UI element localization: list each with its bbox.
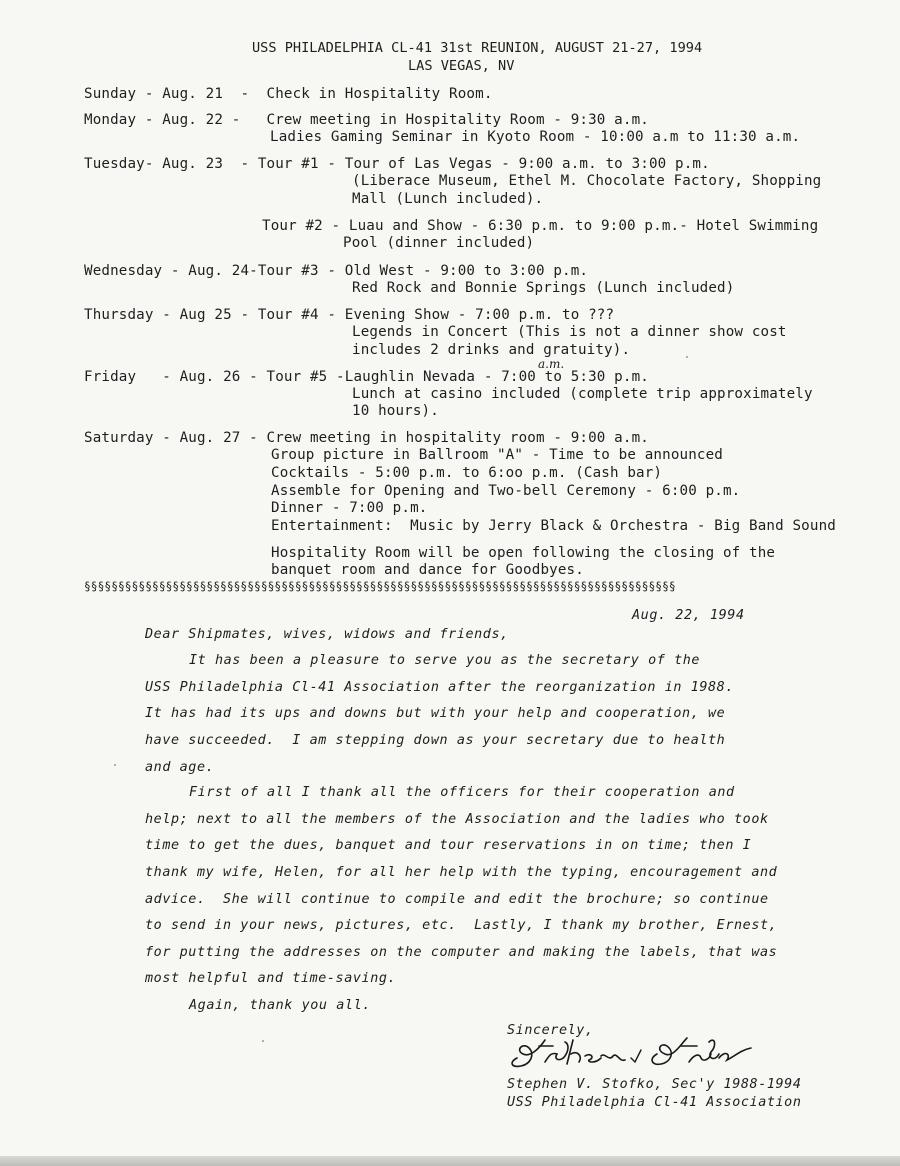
paper-speck	[262, 1040, 264, 1042]
letter-closing: Sincerely,	[507, 1023, 594, 1038]
schedule-saturday-line-7: Hospitality Room will be open following the closing of the	[271, 545, 776, 561]
letter-p1-line-3: It has had its ups and downs but with your help and cooperation, we	[145, 706, 726, 721]
letter-p2-line-8: most helpful and time-saving.	[145, 971, 397, 986]
signer-name-title: Stephen V. Stofko, Sec'y 1988-1994	[507, 1077, 802, 1092]
schedule-friday-line-3: 10 hours).	[352, 403, 439, 419]
schedule-tuesday-line-1: Tuesday- Aug. 23 - Tour #1 - Tour of Las Vegas - 9:00 a.m. to 3:00 p.m.	[84, 156, 710, 172]
scan-bottom-edge	[0, 1156, 900, 1166]
schedule-monday-line-2: Ladies Gaming Seminar in Kyoto Room - 10:00 a.m to 11:30 a.m.	[270, 129, 801, 145]
letter-p1-line-5: and age.	[145, 760, 215, 775]
letter-p2-line-5: advice. She will continue to compile and edit the brochure; so continue	[145, 892, 769, 907]
reunion-location: LAS VEGAS, NV	[408, 58, 515, 74]
letter-p1-line-1: It has been a pleasure to serve you as the secretary of the	[189, 653, 701, 668]
schedule-saturday-line-3: Cocktails - 5:00 p.m. to 6:oo p.m. (Cash bar)	[271, 465, 663, 481]
schedule-wednesday-line-2: Red Rock and Bonnie Springs (Lunch included)	[352, 280, 735, 296]
schedule-thursday-line-3: includes 2 drinks and gratuity).	[352, 342, 631, 358]
schedule-monday-line-1: Monday - Aug. 22 - Crew meeting in Hospitality Room - 9:30 a.m.	[84, 112, 649, 128]
schedule-tuesday-line-5: Pool (dinner included)	[343, 235, 535, 251]
schedule-tuesday-line-4: Tour #2 - Luau and Show - 6:30 p.m. to 9:00 p.m.- Hotel Swimming	[262, 218, 819, 234]
letter-p2-line-2: help; next to all the members of the Association and the ladies who took	[145, 812, 769, 827]
schedule-wednesday-line-1: Wednesday - Aug. 24-Tour #3 - Old West - 9:00 to 3:00 p.m.	[84, 263, 589, 279]
letter-p2-line-4: thank my wife, Helen, for all her help with the typing, encouragement and	[145, 865, 778, 880]
signer-organization: USS Philadelphia Cl-41 Association	[507, 1095, 802, 1110]
letter-salutation: Dear Shipmates, wives, widows and friends,	[145, 627, 509, 642]
letter-p2-line-3: time to get the dues, banquet and tour reservations in on time; then I	[145, 838, 752, 853]
letter-p2-line-7: for putting the addresses on the computer and making the labels, that was	[145, 945, 778, 960]
schedule-tuesday-line-3: Mall (Lunch included).	[352, 191, 544, 207]
paper-speck	[114, 764, 116, 766]
handwritten-am-note: a.m.	[538, 357, 565, 371]
schedule-saturday-line-5: Dinner - 7:00 p.m.	[271, 500, 428, 516]
letter-date: Aug. 22, 1994	[632, 608, 745, 623]
schedule-thursday-line-1: Thursday - Aug 25 - Tour #4 - Evening Show - 7:00 p.m. to ???	[84, 307, 615, 323]
paper-speck	[686, 356, 688, 358]
reunion-title: USS PHILADELPHIA CL-41 31st REUNION, AUGUST 21-27, 1994	[252, 40, 703, 56]
letter-p1-line-4: have succeeded. I am stepping down as your secretary due to health	[145, 733, 726, 748]
schedule-thursday-line-2: Legends in Concert (This is not a dinner show cost	[352, 324, 787, 340]
schedule-saturday-line-6: Entertainment: Music by Jerry Black & Orchestra - Big Band Sound	[271, 518, 836, 534]
letter-p3: Again, thank you all.	[189, 998, 371, 1013]
schedule-tuesday-line-2: (Liberace Museum, Ethel M. Chocolate Factory, Shopping	[352, 173, 822, 189]
schedule-saturday-line-1: Saturday - Aug. 27 - Crew meeting in hospitality room - 9:00 a.m.	[84, 430, 649, 446]
schedule-saturday-line-8: banquet room and dance for Goodbyes.	[271, 562, 584, 578]
letter-p1-line-2: USS Philadelphia Cl-41 Association after the reorganization in 1988.	[145, 680, 735, 695]
handwritten-signature	[505, 1032, 755, 1074]
schedule-saturday-line-2: Group picture in Ballroom "A" - Time to be announced	[271, 447, 723, 463]
schedule-friday-line-2: Lunch at casino included (complete trip approximately	[352, 386, 813, 402]
section-divider: §§§§§§§§§§§§§§§§§§§§§§§§§§§§§§§§§§§§§§§§§§§§§§§§§§§§§§§§§§§§§§§§§§§§§§§§§§§§§§§§§§§§§§§	[84, 580, 676, 593]
schedule-saturday-line-4: Assemble for Opening and Two-bell Ceremony - 6:00 p.m.	[271, 483, 741, 499]
letter-p2-line-1: First of all I thank all the officers for their cooperation and	[189, 785, 735, 800]
schedule-sunday: Sunday - Aug. 21 - Check in Hospitality Room.	[84, 86, 493, 102]
schedule-friday-line-1: Friday - Aug. 26 - Tour #5 -Laughlin Nevada - 7:00 to 5:30 p.m.	[84, 369, 649, 385]
letter-p2-line-6: to send in your news, pictures, etc. Lastly, I thank my brother, Ernest,	[145, 918, 778, 933]
